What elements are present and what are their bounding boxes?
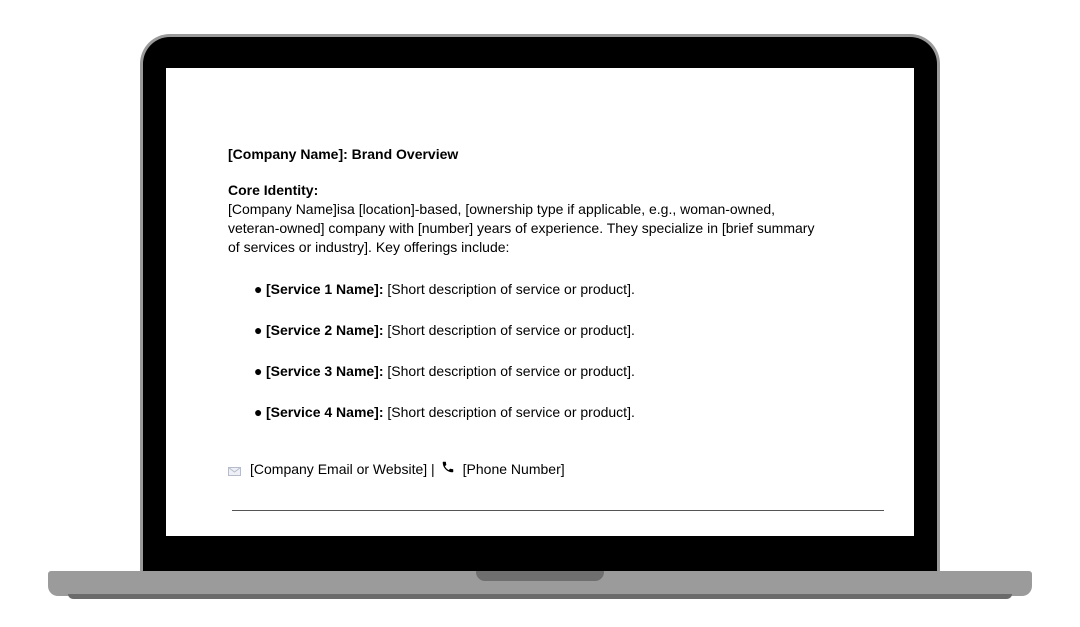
service-name: [Service 2 Name]: <box>266 322 384 338</box>
service-name: [Service 4 Name]: <box>266 404 384 420</box>
paragraph-line: veteran-owned] company with [number] years of experience. They specialize in [brief summary <box>228 220 815 236</box>
horizontal-rule <box>232 510 884 511</box>
service-description: [Short description of service or product]. <box>383 404 635 420</box>
contact-line <box>228 460 565 479</box>
laptop-screen <box>166 68 914 536</box>
phone-icon <box>441 460 455 474</box>
laptop-notch <box>476 571 604 581</box>
list-item <box>254 362 635 403</box>
bullet: ● <box>254 322 263 338</box>
bullet: ● <box>254 281 263 297</box>
bullet: ● <box>254 363 263 379</box>
list-item <box>254 403 635 444</box>
core-identity-heading: Core Identity: <box>228 182 319 198</box>
service-name: [Service 3 Name]: <box>266 363 384 379</box>
service-name: [Service 1 Name]: <box>266 281 384 297</box>
paragraph-line: [Company Name]isa [location]-based, [ownership type if applicable, e.g., woman-owned, <box>228 201 776 217</box>
service-description: [Short description of service or product]. <box>383 363 635 379</box>
laptop-base-shadow <box>68 594 1012 599</box>
contact-email: [Company Email or Website] | <box>250 461 435 477</box>
paragraph-line: of services or industry]. Key offerings include: <box>228 239 510 255</box>
document-title: [Company Name]: Brand Overview <box>228 146 459 162</box>
contact-phone: [Phone Number] <box>462 461 565 477</box>
list-item <box>254 321 635 362</box>
list-item <box>254 280 635 321</box>
service-description: [Short description of service or product]. <box>383 281 635 297</box>
core-identity-paragraph <box>228 200 888 257</box>
envelope-icon <box>228 462 241 471</box>
bullet: ● <box>254 404 263 420</box>
service-list <box>254 280 635 444</box>
service-description: [Short description of service or product]. <box>383 322 635 338</box>
